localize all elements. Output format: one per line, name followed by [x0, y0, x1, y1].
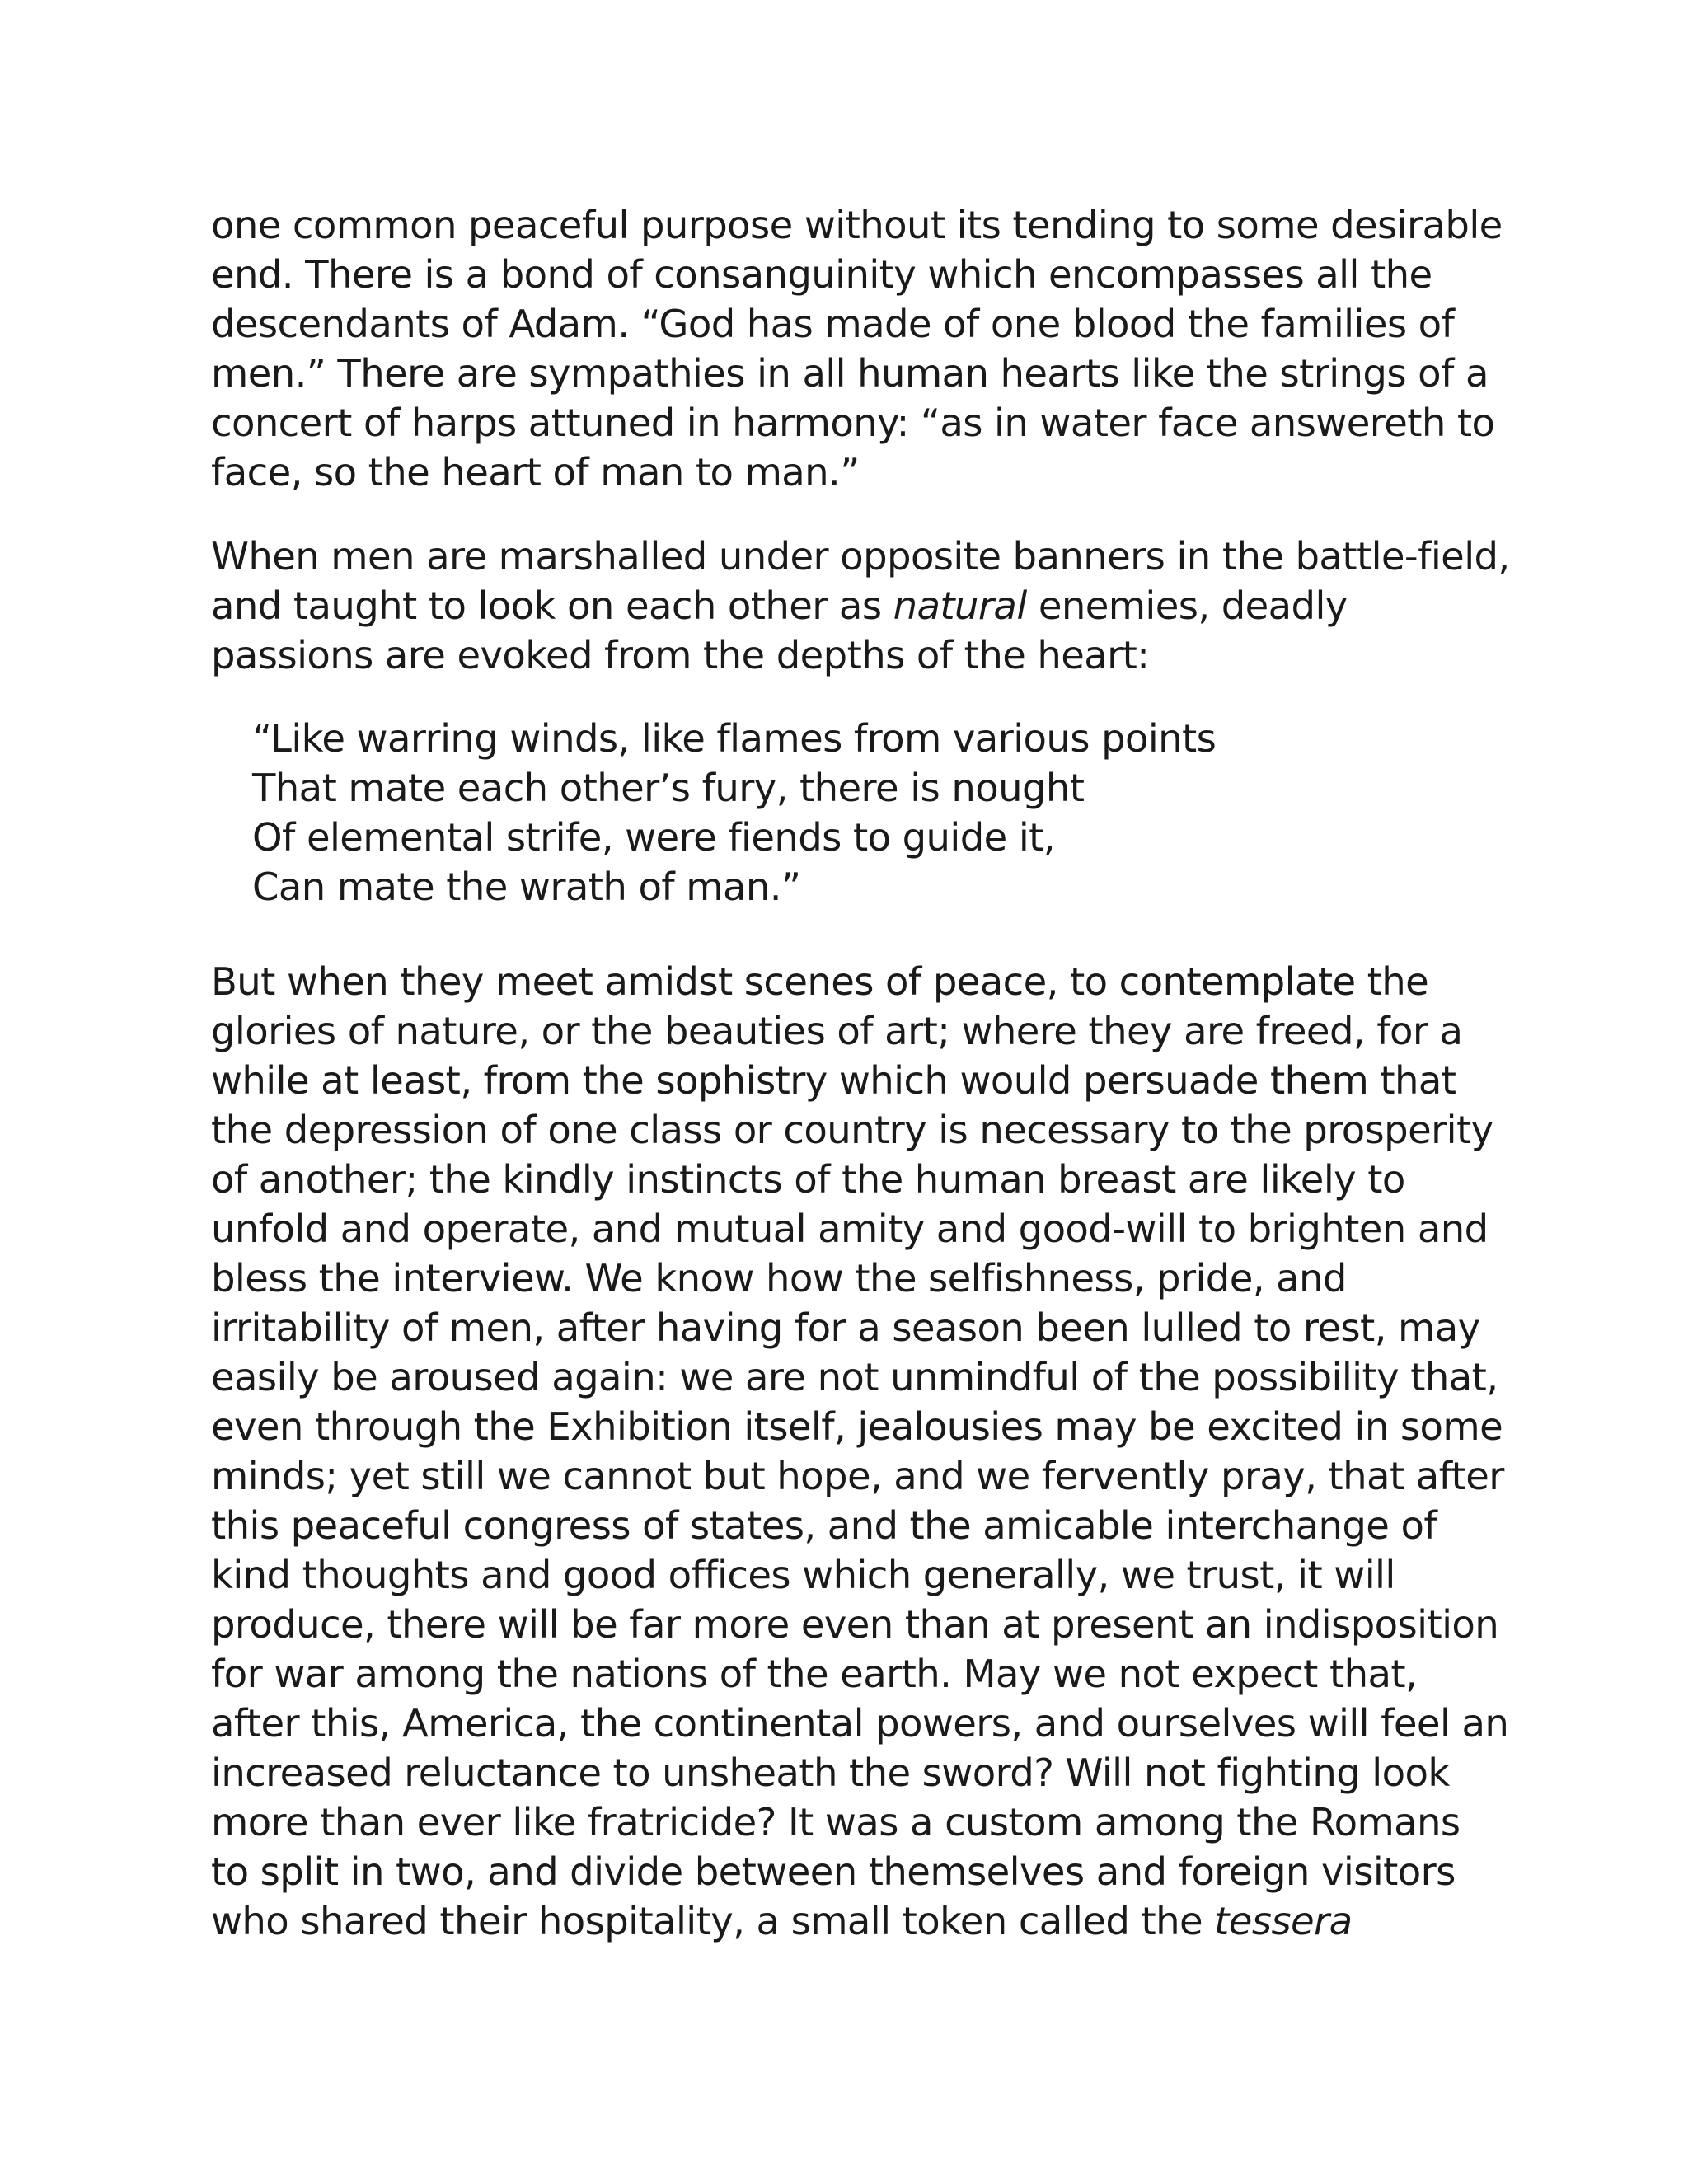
paragraph-line: for war among the nations of the earth. May we not expect that, [211, 1652, 1418, 1696]
paragraph-line: concert of harps attuned in harmony: “as in water face answereth to [211, 401, 1495, 445]
poem-line: That mate each other’s fury, there is nought [252, 766, 1085, 810]
paragraph-line: But when they meet amidst scenes of peace, to contemplate the [211, 959, 1429, 1004]
paragraph-3 [211, 957, 1509, 1946]
paragraph-line: to split in two, and divide between themselves and foreign visitors [211, 1849, 1456, 1894]
paragraph-line: more than ever like fratricide? It was a custom among the Romans [211, 1800, 1461, 1844]
line-text: and taught to look on each other as [211, 583, 893, 628]
paragraph-line: irritability of men, after having for a season been lulled to rest, may [211, 1305, 1480, 1350]
paragraph-line: unfold and operate, and mutual amity and good-will to brighten and [211, 1207, 1489, 1251]
paragraph-1 [211, 200, 1503, 497]
poem-line: Can mate the wrath of man.” [252, 865, 801, 909]
paragraph-line: easily be aroused again: we are not unmindful of the possibility that, [211, 1355, 1498, 1399]
paragraph-line: produce, there will be far more even than at present an indisposition [211, 1602, 1499, 1647]
paragraph-2 [211, 532, 1510, 680]
paragraph-line: men.” There are sympathies in all human hearts like the strings of a [211, 351, 1489, 396]
italic-word: natural [893, 583, 1027, 628]
italic-word: tessera [1214, 1899, 1353, 1943]
paragraph-line: face, so the heart of man to man.” [211, 450, 860, 494]
paragraph-line: passions are evoked from the depths of the heart: [211, 633, 1150, 677]
poem-line: Of elemental strife, were fiends to guide it, [252, 815, 1055, 860]
paragraph-line: kind thoughts and good offices which generally, we trust, it will [211, 1553, 1395, 1597]
line-text: enemies, deadly [1026, 583, 1348, 628]
paragraph-line: the depression of one class or country is necessary to the prosperity [211, 1108, 1493, 1152]
paragraph-line [211, 1896, 1497, 1946]
line-text: who shared their hospitality, a small token called the [211, 1899, 1215, 1943]
paragraph-line: one common peaceful purpose without its tending to some desirable [211, 203, 1503, 247]
poem-line: “Like warring winds, like flames from various points [252, 716, 1217, 761]
paragraph-line: this peaceful congress of states, and the amicable interchange of [211, 1503, 1437, 1548]
paragraph-line: even through the Exhibition itself, jealousies may be excited in some [211, 1404, 1503, 1449]
poem-quote [252, 714, 1538, 912]
paragraph-line: increased reluctance to unsheath the sword? Will not fighting look [211, 1750, 1450, 1795]
paragraph-line: end. There is a bond of consanguinity which encompasses all the [211, 252, 1432, 297]
paragraph-line: descendants of Adam. “God has made of one blood the families of [211, 302, 1455, 346]
paragraph-line: while at least, from the sophistry which would persuade them that [211, 1058, 1456, 1103]
paragraph-line: bless the interview. We know how the selfishness, pride, and [211, 1256, 1347, 1301]
paragraph-line [211, 581, 1497, 630]
paragraph-line: minds; yet still we cannot but hope, and we fervently pray, that after [211, 1454, 1504, 1498]
paragraph-line: after this, America, the continental powers, and ourselves will feel an [211, 1701, 1509, 1746]
paragraph-line: of another; the kindly instincts of the human breast are likely to [211, 1157, 1405, 1202]
paragraph-line: When men are marshalled under opposite banners in the battle-field, [211, 534, 1510, 579]
paragraph-line: glories of nature, or the beauties of art; where they are freed, for a [211, 1009, 1463, 1053]
